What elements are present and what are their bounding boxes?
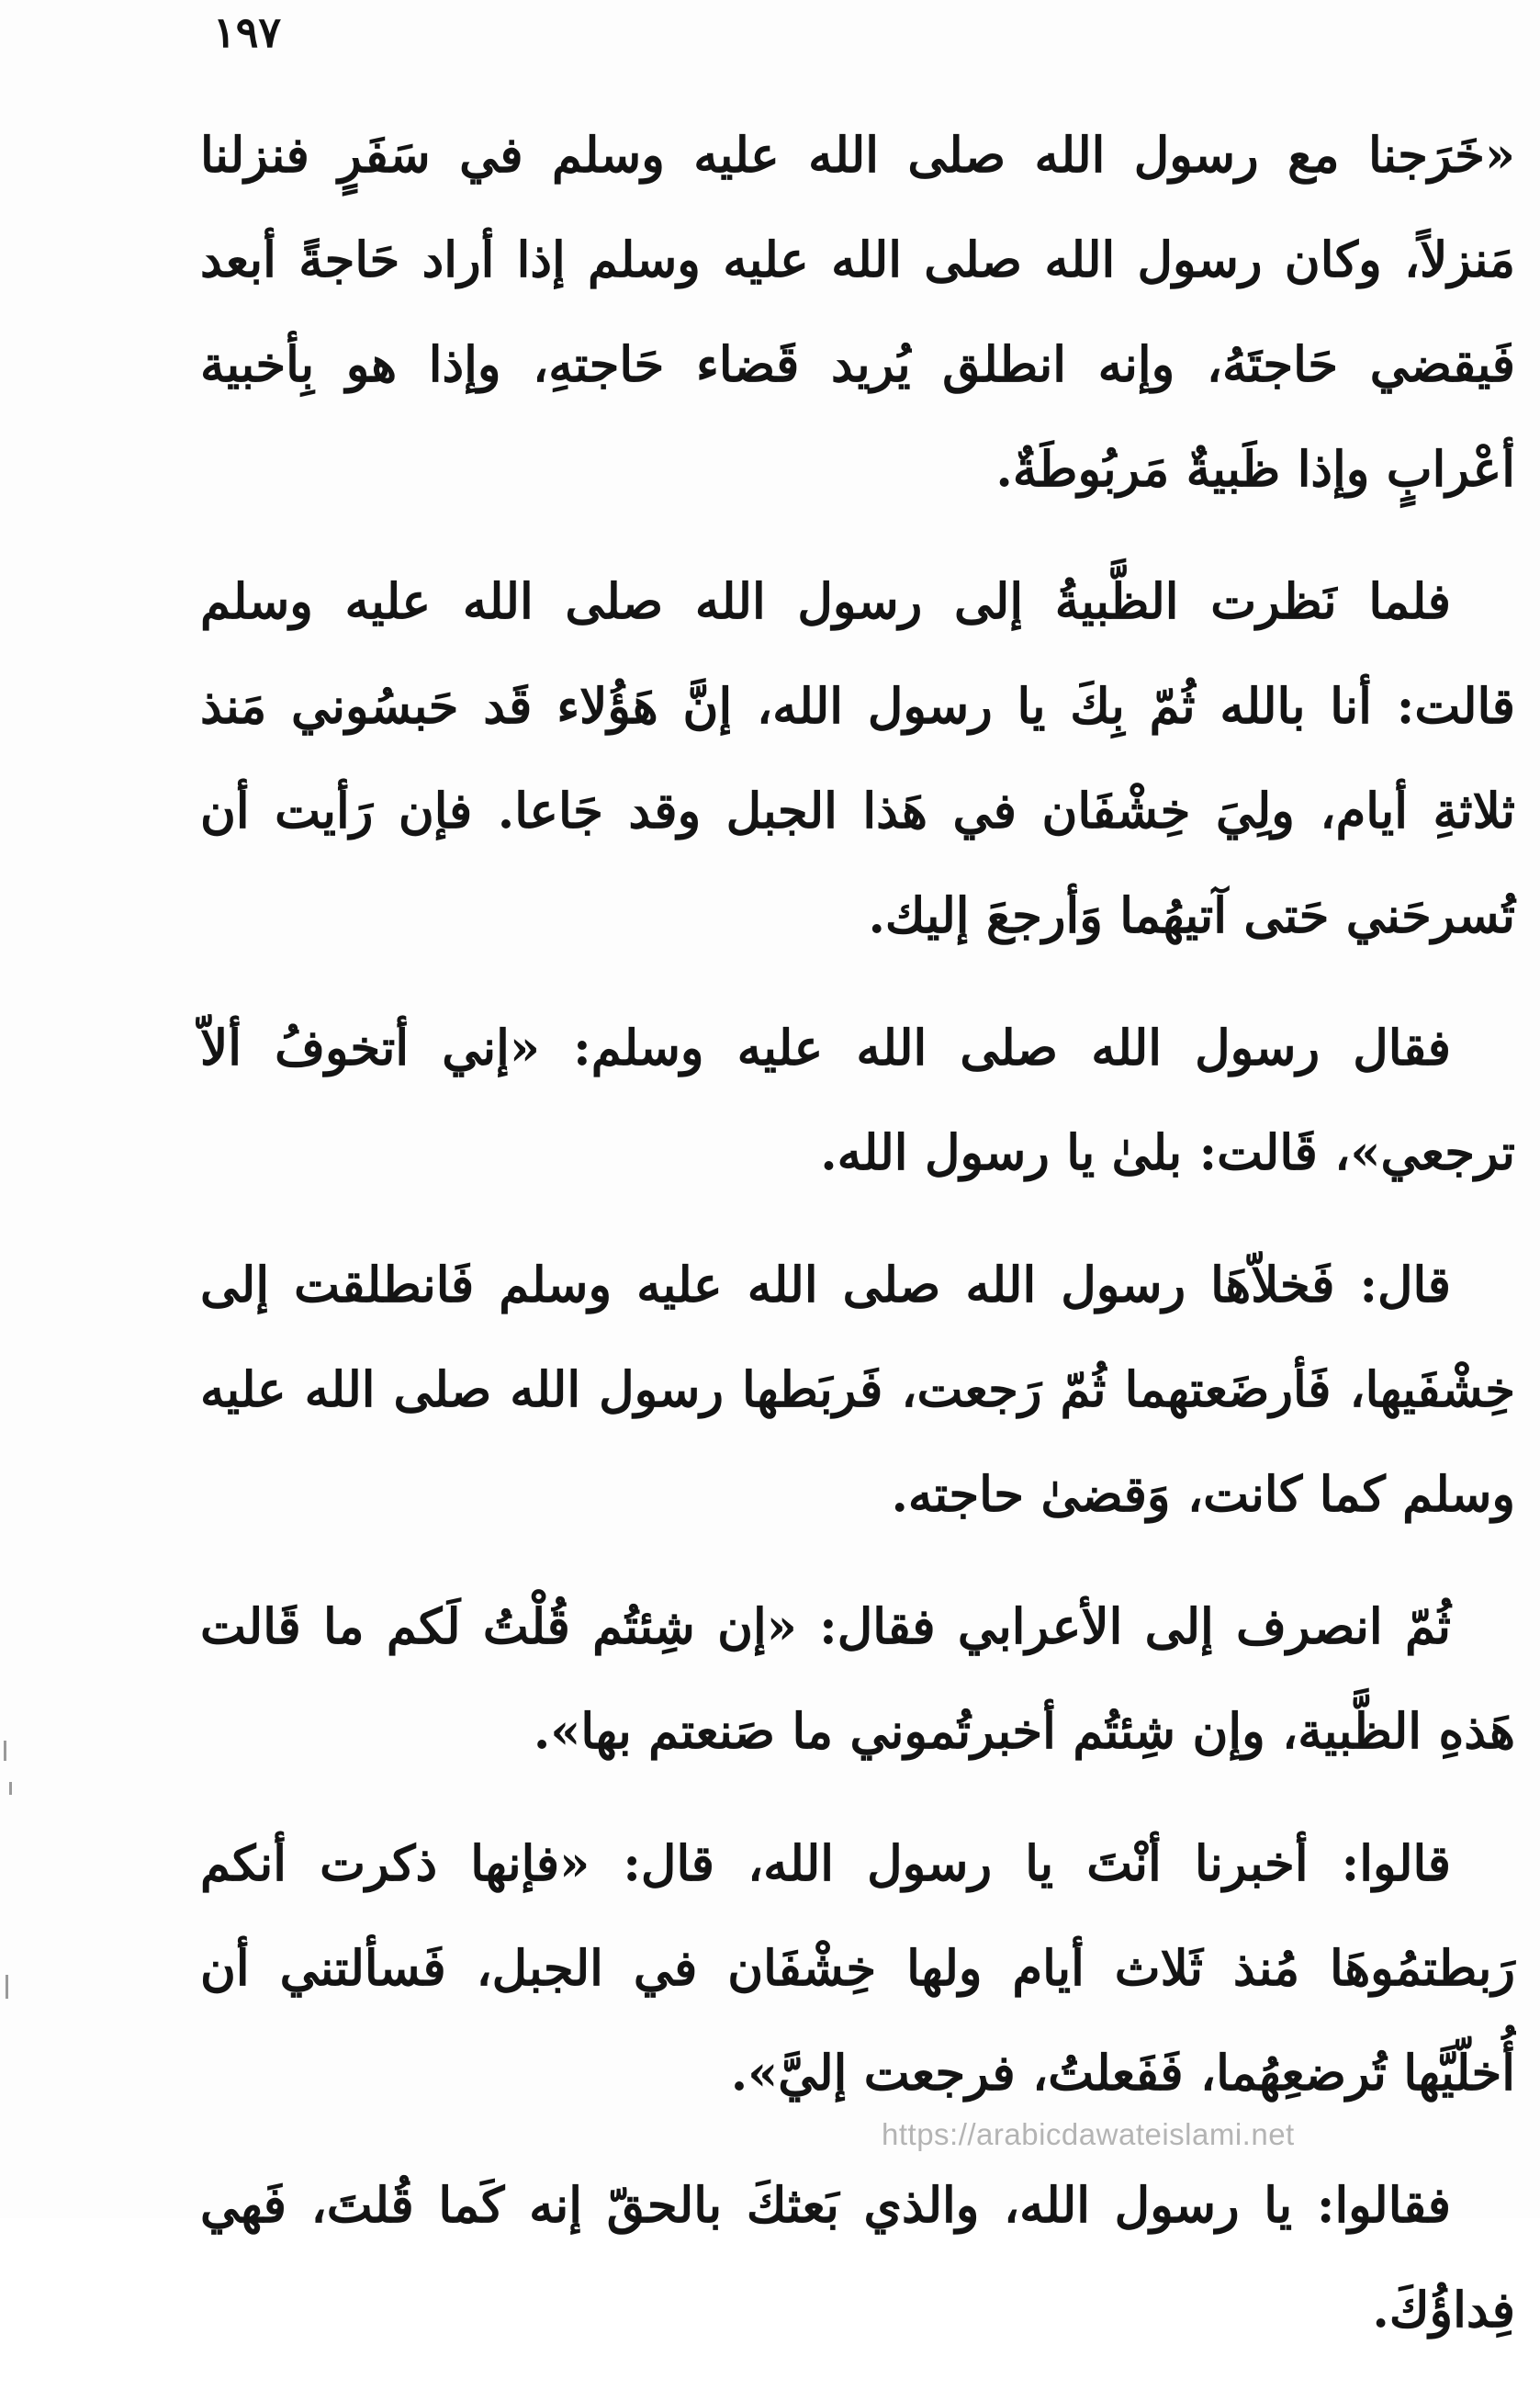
scan-margin-mark [6,1975,8,1999]
paragraph-7: فقالوا: يا رسول الله، والذي بَعثكَ بالحقّ إنه كَما قُلتَ، فَهي فِداؤُكَ. [200,2177,1515,2339]
scan-margin-mark [9,1782,12,1795]
paragraph-4: قال: فَخلاّهَا رسول الله صلى الله عليه وسلم فَانطلقت إلى خِشْفَيها، فَأرضَعتهما ثُمّ رَجعت، فَربَطها رسول الله صلى الله عليه وسلم كما كانت، وَقضىٰ حاجته. [200,1257,1515,1523]
paragraph-5: ثُمّ انصرف إلى الأعرابي فقال: «إن شِئتُم قُلْتُ لَكم ما قَالت هَذهِ الظَّبية، وإن شِئتُم أخبرتُموني ما صَنعتم بها». [200,1598,1515,1760]
scan-margin-mark [4,1741,6,1761]
paragraph-2: فلما نَظرت الظَّبيةُ إلى رسول الله صلى الله عليه وسلم قالت: أنا بالله ثُمّ بِكَ يا رسول الله، إنَّ هَؤُلاء قَد حَبسُوني مَنذ ثلاثةِ أيام، ولِيَ خِشْفَان في هَذا الجبل وقد جَاعا. فإن رَأيت أن تُسرحَني حَتى آتيهُما وَأرجعَ إليك. [200,573,1515,944]
site-watermark: https://arabicdawateislami.net [882,2117,1295,2151]
paragraph-3: فقال رسول الله صلى الله عليه وسلم: «إني أتخوفُ ألاّ ترجعي»، قَالت: بلىٰ يا رسول الله. [200,1020,1515,1181]
paragraph-6: قالوا: أخبرنا أنْتَ يا رسول الله، قال: «فإنها ذكرت أنكم رَبطتمُوهَا مُنذ ثَلاث أيام ولها خِشْفَان في الجبل، فَسألتني أن أُخلّيَّها تُرضعِهُما، فَفَعلتُ، فرجعت إليَّ». [200,1835,1515,2102]
page-number: ١٩٧ [213,7,282,57]
paragraph-1: «خَرَجنا مع رسول الله صلى الله عليه وسلم في سَفَرٍ فنزلنا مَنزلاً، وكان رسول الله صلى الله عليه وسلم إذا أراد حَاجةً أبعد فَيقضي حَاجتَهُ، وإنه انطلق يُريد قَضاء حَاجتهِ، وإذا هو بِأخبية أعْرابٍ وإذا ظَبيةٌ مَربُوطَةٌ. [200,127,1515,498]
body-text [200,103,1515,2390]
